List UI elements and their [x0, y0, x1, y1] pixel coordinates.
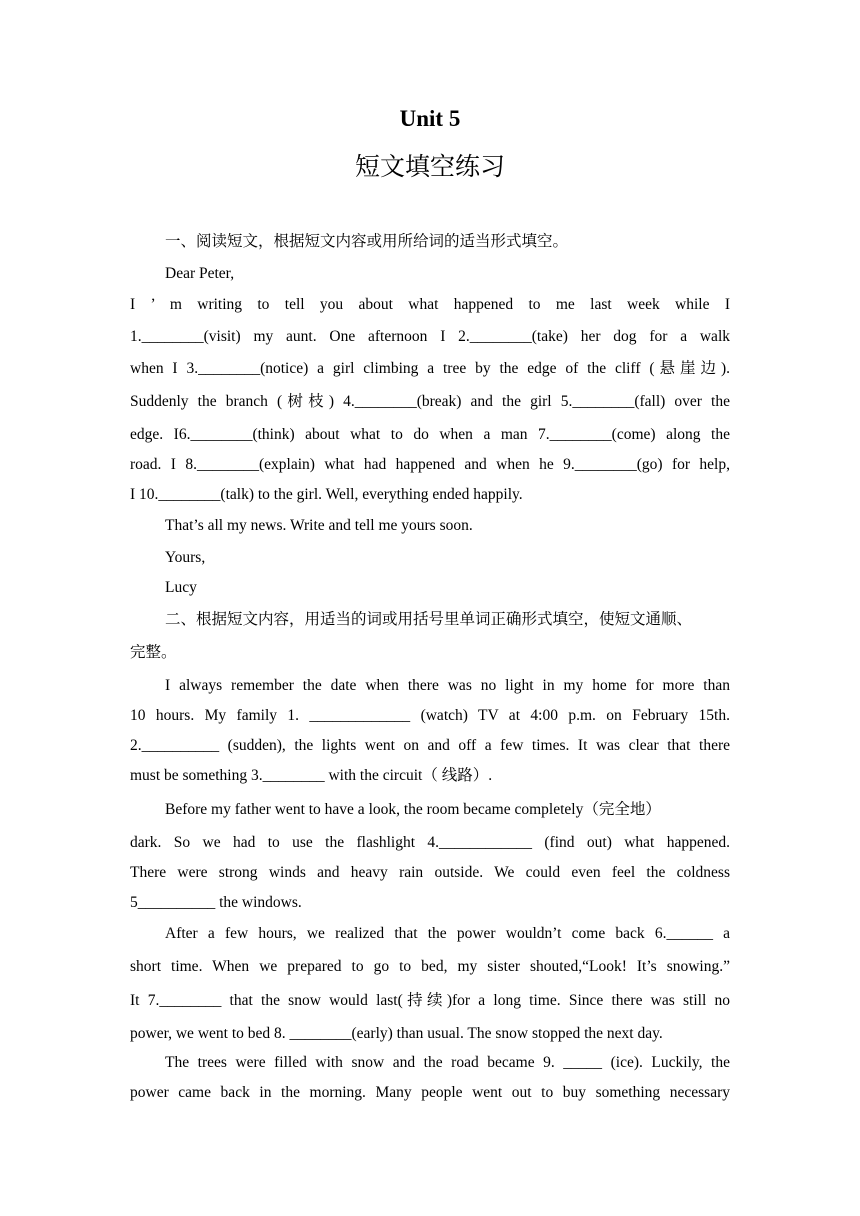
text-line: I ’ m writing to tell you about what happened to me last week while I	[130, 296, 730, 313]
text-line: when I 3.________(notice) a girl climbing a tree by the edge of the cliff (悬崖边).	[130, 360, 730, 377]
text-line: I always remember the date when there was no light in my home for more than	[165, 677, 730, 694]
letter-closing-line: That’s all my news. Write and tell me yours soon.	[165, 517, 473, 534]
text-line: The trees were filled with snow and the road became 9. _____ (ice). Luckily, the	[165, 1054, 730, 1071]
text-line: 2.__________ (sudden), the lights went on and off a few times. It was clear that there	[130, 737, 730, 754]
text-line: 5__________ the windows.	[130, 894, 302, 911]
text-line: I 10.________(talk) to the girl. Well, everything ended happily.	[130, 486, 523, 503]
text-line: 10 hours. My family 1. _____________ (watch) TV at 4:00 p.m. on February 15th.	[130, 707, 730, 724]
text-line: It 7.________ that the snow would last(持续)for a long time. Since there was still no	[130, 992, 730, 1009]
letter-signoff: Yours,	[165, 549, 206, 566]
text-line: Before my father went to have a look, the room became completely（完全地）	[165, 801, 661, 818]
page-subtitle: 短文填空练习	[354, 152, 505, 181]
text-line: Suddenly the branch (树枝) 4.________(break) and the girl 5.________(fall) over the	[130, 393, 730, 410]
text-line: road. I 8.________(explain) what had happened and when he 9.________(go) for help,	[130, 456, 730, 473]
text-line: 1.________(visit) my aunt. One afternoon I 2.________(take) her dog for a walk	[130, 328, 730, 345]
text-line: edge. I6.________(think) about what to do when a man 7.________(come) along the	[130, 426, 730, 443]
text-line: power came back in the morning. Many people went out to buy something necessary	[130, 1084, 730, 1101]
text-line: There were strong winds and heavy rain outside. We could even feel the coldness	[130, 864, 730, 881]
text-line: dark. So we had to use the flashlight 4.____________ (find out) what happened.	[130, 834, 730, 851]
page-title: Unit 5	[399, 106, 461, 131]
section1-heading: 一、阅读短文，根据短文内容或用所给词的适当形式填空。	[165, 233, 569, 250]
letter-greeting: Dear Peter,	[165, 265, 235, 282]
section2-heading-cont: 完整。	[130, 644, 177, 661]
text-line: After a few hours, we realized that the power wouldn’t come back 6.______ a	[165, 925, 730, 942]
text-line: short time. When we prepared to go to bed, my sister shouted,“Look! It’s snowing.”	[130, 958, 730, 975]
section2-heading: 二、根据短文内容，用适当的词或用括号里单词正确形式填空，使短文通顺、	[165, 611, 693, 628]
letter-signature: Lucy	[165, 579, 197, 596]
text-line: must be something 3.________ with the circuit（ 线路）.	[130, 767, 493, 784]
text-line: power, we went to bed 8. ________(early) than usual. The snow stopped the next day.	[130, 1025, 663, 1042]
